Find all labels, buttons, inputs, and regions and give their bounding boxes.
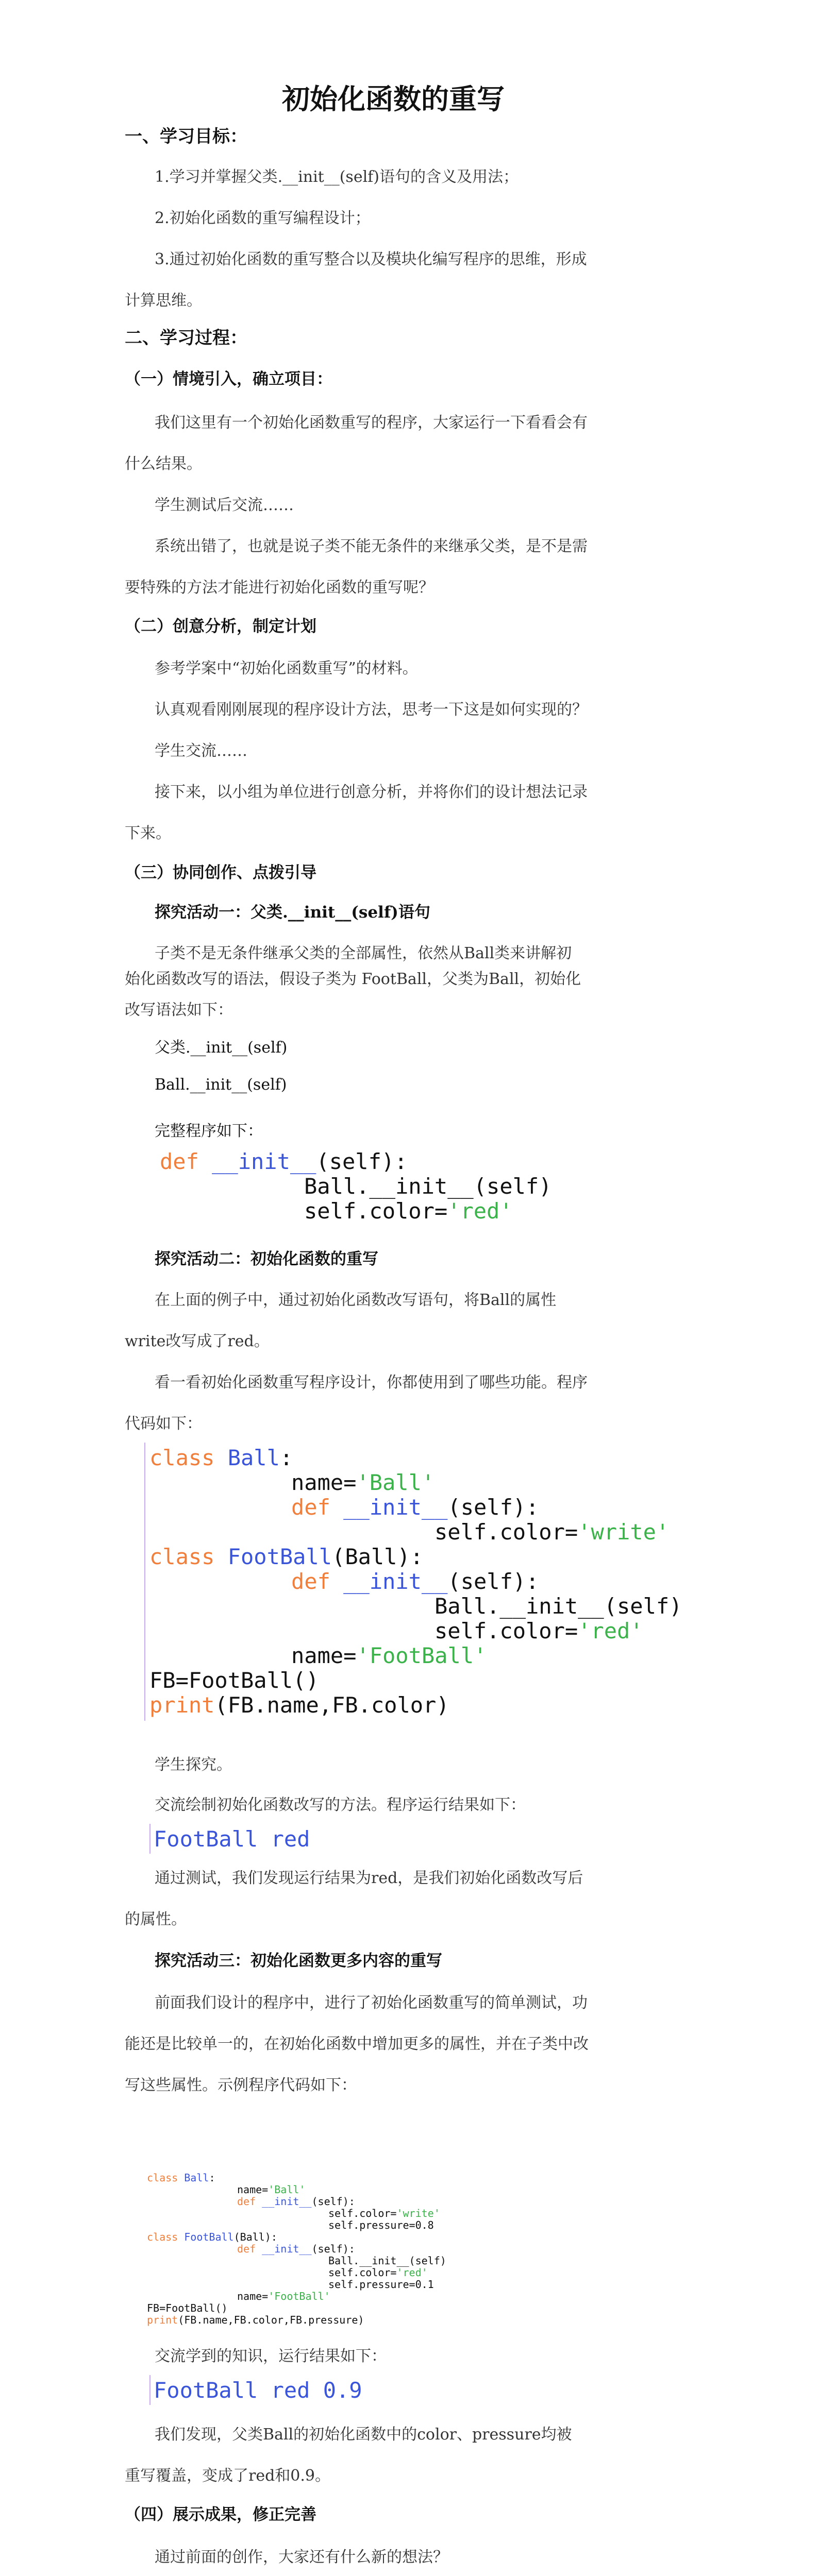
code-text: name= bbox=[291, 1470, 357, 1495]
code-text: name= bbox=[237, 2183, 269, 2196]
code-keyword: class bbox=[147, 2172, 178, 2184]
code-string: 'Ball' bbox=[356, 1470, 435, 1495]
paragraph-line: 我们这里有一个初始化函数重写的程序，大家运行一下看看会有 bbox=[155, 414, 588, 432]
code-text: (self): bbox=[447, 1495, 539, 1520]
output-gutter bbox=[149, 1824, 151, 1854]
output-text: FootBall red 0.9 bbox=[154, 2378, 362, 2403]
paragraph-line: 完整程序如下： bbox=[155, 1122, 263, 1140]
code-text: self.color= bbox=[435, 1618, 578, 1643]
activity-heading: 探究活动二：初始化函数的重写 bbox=[155, 1250, 378, 1268]
syntax-line: Ball.__init__(self) bbox=[155, 1076, 287, 1094]
paragraph-line: 改写语法如下： bbox=[125, 1001, 233, 1019]
code-number: 0.8 bbox=[415, 2219, 434, 2231]
code-text: FB=FootBall() bbox=[147, 2302, 228, 2314]
code-keyword: def bbox=[237, 2195, 256, 2208]
paragraph-line: write改写成了red。 bbox=[125, 1332, 270, 1350]
code-text: name= bbox=[291, 1643, 357, 1668]
paragraph-line: 通过测试，我们发现运行结果为red，是我们初始化函数改写后 bbox=[155, 1869, 583, 1887]
code-text: FB=FootBall() bbox=[149, 1668, 319, 1693]
paragraph-line: 1.学习并掌握父类.__init__(self)语句的含义及用法； bbox=[155, 168, 519, 186]
code-text: : bbox=[209, 2172, 215, 2184]
code-keyword: def bbox=[291, 1495, 330, 1520]
paragraph-line: 能还是比较单一的，在初始化函数中增加更多的属性，并在子类中改 bbox=[125, 2035, 589, 2053]
code-text: self.color= bbox=[328, 2266, 397, 2279]
paragraph-line: 交流绘制初始化函数改写的方法。程序运行结果如下： bbox=[155, 1796, 526, 1814]
activity-heading: 探究活动三：初始化函数更多内容的重写 bbox=[155, 1952, 442, 1970]
code-text: (self): bbox=[311, 2243, 355, 2255]
code-string: 'FootBall' bbox=[356, 1643, 487, 1668]
code-text: (FB.name,FB.color) bbox=[214, 1692, 449, 1718]
paragraph-line: 看一看初始化函数重写程序设计，你都使用到了哪些功能。程序 bbox=[155, 1374, 588, 1392]
paragraph-line: 写这些属性。示例程序代码如下： bbox=[125, 2076, 357, 2094]
code-class-name: FootBall bbox=[184, 2231, 234, 2243]
code-keyword: class bbox=[149, 1544, 215, 1569]
paragraph-line: 前面我们设计的程序中，进行了初始化函数重写的简单测试，功 bbox=[155, 1994, 588, 2012]
paragraph-line: 在上面的例子中，通过初始化函数改写语句，将Ball的属性 bbox=[155, 1291, 557, 1309]
paragraph-line: 代码如下： bbox=[125, 1415, 202, 1433]
paragraph-line: 重写覆盖，变成了red和0.9。 bbox=[125, 2467, 331, 2485]
paragraph-line: 3.通过初始化函数的重写整合以及模块化编写程序的思维，形成 bbox=[155, 250, 587, 268]
code-text: Ball.__init__(self) bbox=[328, 2255, 446, 2267]
code-string: 'red' bbox=[578, 1618, 643, 1643]
paragraph-line: 计算思维。 bbox=[125, 292, 202, 310]
code-string: 'red' bbox=[396, 2266, 428, 2279]
code-keyword: def bbox=[291, 1569, 330, 1594]
code-function: __init__ bbox=[343, 1569, 448, 1594]
code-text: (self): bbox=[311, 2195, 355, 2208]
output-gutter bbox=[149, 2375, 151, 2405]
code-function: __init__ bbox=[343, 1495, 448, 1520]
code-string: 'Ball' bbox=[268, 2183, 306, 2196]
code-string: 'write' bbox=[396, 2207, 440, 2219]
page-title: 初始化函数的重写 bbox=[282, 82, 505, 115]
code-text: (Ball): bbox=[233, 2231, 277, 2243]
code-text: (self): bbox=[316, 1149, 408, 1174]
paragraph-line: 下来。 bbox=[125, 824, 171, 842]
code-text: self.color= bbox=[435, 1519, 578, 1545]
paragraph-line: 认真观看刚刚展现的程序设计方法，思考一下这是如何实现的？ bbox=[155, 701, 588, 719]
paragraph-line: 学生测试后交流…… bbox=[155, 496, 294, 514]
syntax-line: 父类.__init__(self) bbox=[155, 1039, 288, 1057]
paragraph-line: 系统出错了，也就是说子类不能无条件的来继承父类，是不是需 bbox=[155, 537, 588, 555]
subsection-heading: （二）创意分析，制定计划 bbox=[125, 617, 316, 636]
code-text: (FB.name,FB.color,FB.pressure) bbox=[178, 2314, 364, 2326]
code-keyword: class bbox=[147, 2231, 178, 2243]
code-text: self.color= bbox=[304, 1198, 448, 1224]
paragraph-line: 学生探究。 bbox=[155, 1756, 232, 1774]
subsection-heading: （一）情境引入，确立项目： bbox=[125, 370, 332, 388]
section-heading: 一、学习目标： bbox=[125, 126, 247, 147]
code-gutter bbox=[144, 1443, 145, 1721]
code-string: 'red' bbox=[447, 1198, 513, 1224]
paragraph-line: 通过前面的创作，大家还有什么新的想法？ bbox=[155, 2548, 448, 2566]
code-text: name= bbox=[237, 2290, 269, 2302]
paragraph-line: 我们发现，父类Ball的初始化函数中的color、pressure均被 bbox=[155, 2426, 572, 2444]
code-function: __init__ bbox=[212, 1149, 316, 1174]
subsection-heading: （四）展示成果，修正完善 bbox=[125, 2505, 316, 2524]
paragraph-line: 什么结果。 bbox=[125, 455, 202, 473]
code-keyword: def bbox=[160, 1149, 199, 1174]
code-keyword: def bbox=[237, 2243, 256, 2255]
paragraph-line: 始化函数改写的语法，假设子类为 FootBall，父类为Ball，初始化 bbox=[125, 970, 581, 988]
paragraph-line: 接下来，以小组为单位进行创意分析，并将你们的设计想法记录 bbox=[155, 783, 588, 801]
code-function: __init__ bbox=[262, 2243, 312, 2255]
paragraph-line: 交流学到的知识，运行结果如下： bbox=[155, 2347, 387, 2365]
paragraph-line: 要特殊的方法才能进行初始化函数的重写呢？ bbox=[125, 579, 434, 597]
paragraph-line: 学生交流…… bbox=[155, 742, 247, 760]
code-text: Ball.__init__(self) bbox=[304, 1174, 552, 1199]
code-text: self.pressure= bbox=[328, 2278, 415, 2291]
code-text: self.color= bbox=[328, 2207, 397, 2219]
subsection-heading: （三）协同创作、点拨引导 bbox=[125, 863, 316, 882]
paragraph-line: 2.初始化函数的重写编程设计； bbox=[155, 209, 371, 227]
code-keyword: class bbox=[149, 1445, 215, 1470]
code-text: : bbox=[279, 1445, 293, 1470]
code-class-name: Ball bbox=[184, 2172, 209, 2184]
code-function: __init__ bbox=[262, 2195, 312, 2208]
code-text: self.pressure= bbox=[328, 2219, 415, 2231]
code-text: (Ball): bbox=[332, 1544, 424, 1569]
code-number: 0.1 bbox=[415, 2278, 434, 2291]
code-text: (self): bbox=[447, 1569, 539, 1594]
section-heading: 二、学习过程： bbox=[125, 328, 247, 348]
code-string: 'FootBall' bbox=[268, 2290, 330, 2302]
paragraph-line: 的属性。 bbox=[125, 1910, 187, 1928]
code-class-name: FootBall bbox=[227, 1544, 332, 1569]
code-keyword: print bbox=[149, 1692, 215, 1718]
code-class-name: Ball bbox=[227, 1445, 280, 1470]
code-string: 'write' bbox=[578, 1519, 670, 1545]
paragraph-line: 参考学案中“初始化函数重写”的材料。 bbox=[155, 659, 418, 677]
paragraph-line: 子类不是无条件继承父类的全部属性，依然从Ball类来讲解初 bbox=[155, 944, 572, 962]
code-text: Ball.__init__(self) bbox=[435, 1594, 682, 1619]
output-text: FootBall red bbox=[154, 1826, 310, 1852]
code-keyword: print bbox=[147, 2314, 178, 2326]
activity-heading: 探究活动一：父类.__init__(self)语句 bbox=[155, 903, 430, 922]
